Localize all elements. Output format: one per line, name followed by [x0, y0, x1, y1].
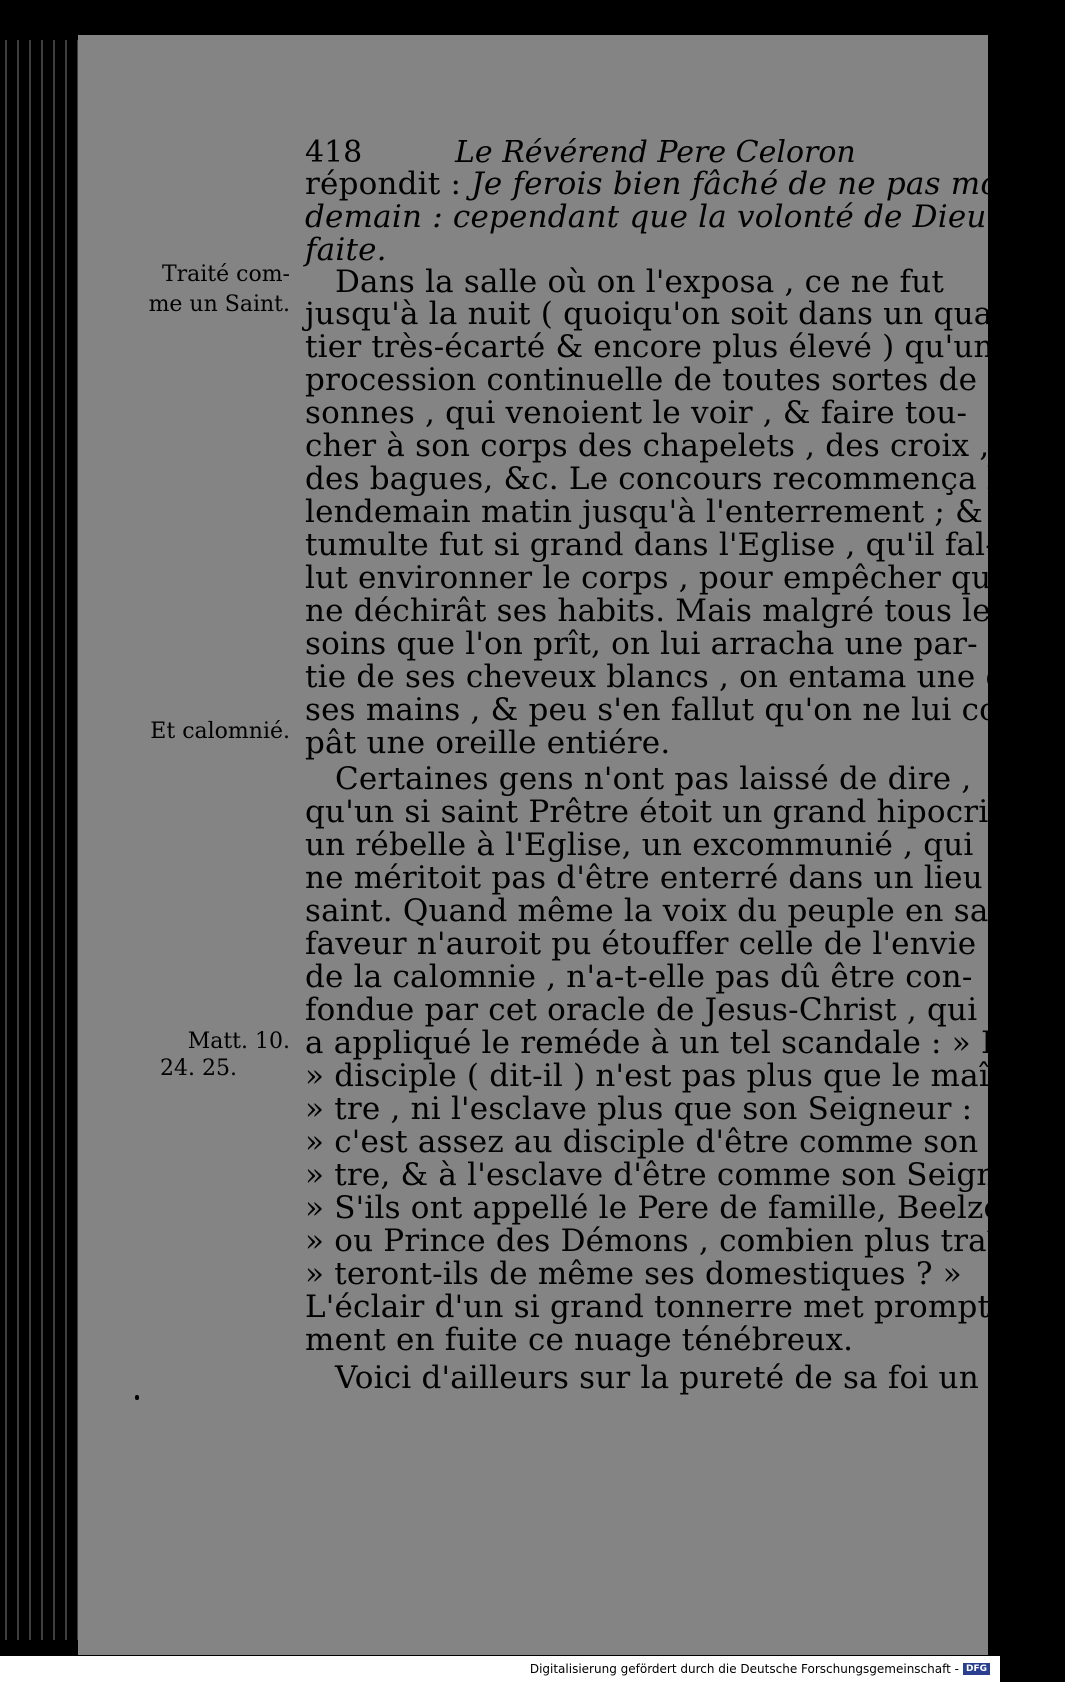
margin-note-traite-1: Traité com- — [161, 262, 290, 287]
text-line-16: tie de ses cheveux blancs , on entama une de — [305, 659, 1025, 695]
text-line-3: faite. — [305, 232, 387, 268]
text-line-36: ment en fuite ce nuage ténébreux. — [305, 1322, 854, 1358]
text-line-31: » tre, & à l'esclave d'être comme son Seigneur. — [305, 1157, 1057, 1193]
text-line-26: fondue par cet oracle de Jesus-Christ , qui — [305, 992, 978, 1028]
margin-note-matt-2: 24. 25. — [160, 1056, 237, 1081]
dfg-logo-badge: DFG — [963, 1663, 990, 1675]
margin-note-matt-1: Matt. 10. — [187, 1029, 290, 1054]
text-line-6: tier très-écarté & encore plus élevé ) qu'une — [305, 329, 1013, 365]
text-line-35: L'éclair d'un si grand tonnerre met prompte- — [305, 1289, 1020, 1325]
text-line-11: lendemain matin jusqu'à l'enterrement ; & le — [305, 494, 1022, 530]
text-line-2: demain : cependant que la volonté de Dieu soit — [305, 199, 1055, 235]
text-line-4: Dans la salle où on l'exposa , ce ne fut — [335, 264, 945, 300]
text-line-7: procession continuelle de toutes sortes de per- — [305, 362, 1052, 398]
text-line-21: un rébelle à l'Eglise, un excommunié , qui — [305, 827, 974, 863]
text-line-23: saint. Quand même la voix du peuple en sa — [305, 893, 989, 929]
text-line-12: tumulte fut si grand dans l'Eglise , qu'il fal- — [305, 527, 996, 563]
text-line-28: » disciple ( dit-il ) n'est pas plus que le maî- — [305, 1058, 1000, 1094]
text-line-10: des bagues, &c. Le concours recommença le — [305, 461, 1016, 497]
text-line-19: Certaines gens n'ont pas laissé de dire , — [335, 761, 972, 797]
text-line-5: jusqu'à la nuit ( quoiqu'on soit dans un quar- — [305, 296, 1019, 332]
text-line-24: faveur n'auroit pu étouffer celle de l'envie & — [305, 926, 1015, 962]
margin-note-traite-2: me un Saint. — [148, 292, 290, 317]
text-line-13: lut environner le corps , pour empêcher qu'on — [305, 560, 1040, 596]
text-line-9: cher à son corps des chapelets , des croix , — [305, 428, 990, 464]
text-line-15: soins que l'on prît, on lui arracha une par- — [305, 626, 978, 662]
text-line-22: ne méritoit pas d'être enterré dans un lieu — [305, 860, 983, 896]
ink-speck — [135, 1395, 139, 1400]
text-line-25: de la calomnie , n'a-t-elle pas dû être con- — [305, 959, 973, 995]
footer-credit: Digitalisierung gefördert durch die Deutsche Forschungsgemeinschaft - — [529, 1662, 959, 1676]
running-title: Le Révérend Pere Celoron — [455, 135, 856, 170]
page-number: 418 — [305, 135, 363, 170]
text-line-27: a appliqué le reméde à un tel scandale : » Le — [305, 1025, 1021, 1061]
text-line-32: » S'ils ont appellé le Pere de famille, Beelzebut, — [305, 1190, 1065, 1226]
text-line-18: pât une oreille entiére. — [305, 725, 671, 761]
text-line-34: » teront-ils de même ses domestiques ? » — [305, 1256, 962, 1292]
text-line-30: » c'est assez au disciple d'être comme son maî- — [305, 1124, 1058, 1160]
text-line-14: ne déchirât ses habits. Mais malgré tous les — [305, 593, 1007, 629]
digitization-footer — [0, 1656, 1000, 1682]
text-line-17: ses mains , & peu s'en fallut qu'on ne lui cou- — [305, 692, 1029, 728]
text-line-8: sonnes , qui venoient le voir , & faire tou- — [305, 395, 968, 431]
text-line-37: Voici d'ailleurs sur la pureté de sa foi un — [335, 1360, 979, 1396]
running-header — [305, 135, 915, 169]
text-line-20: qu'un si saint Prêtre étoit un grand hipocrite, — [305, 794, 1030, 830]
book-spine — [0, 40, 80, 1640]
text-line-29: » tre , ni l'esclave plus que son Seigneur : — [305, 1091, 973, 1127]
text-line-1: répondit : Je ferois bien fâché de ne pas mourir — [305, 166, 1060, 202]
text-line-33: » ou Prince des Démons , combien plus traî- — [305, 1223, 1008, 1259]
margin-note-calomnie: Et calomnié. — [150, 719, 290, 744]
